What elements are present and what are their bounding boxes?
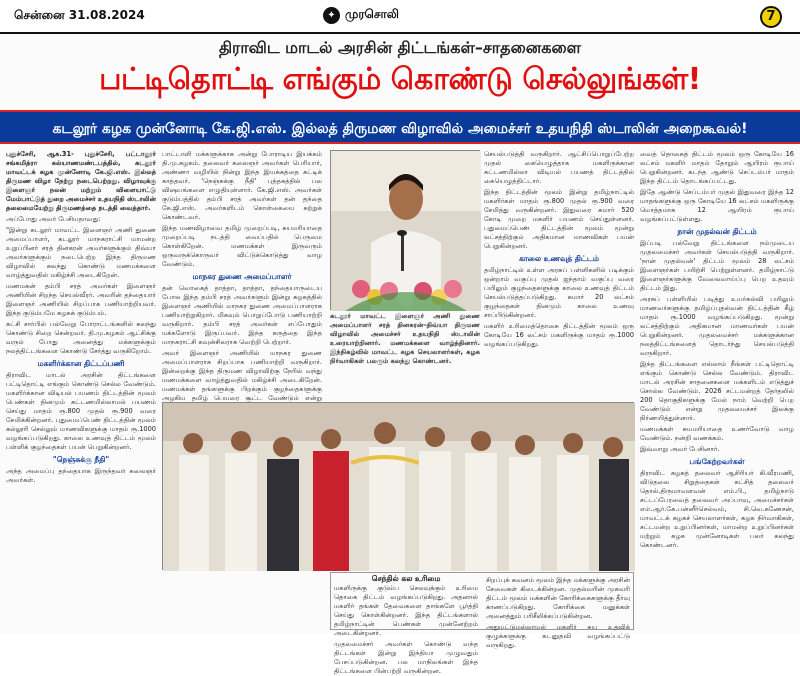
masthead [0,0,800,34]
kicker: திராவிட மாடல் அரசின் திட்டங்கள்–சாதனைகளை [218,38,582,57]
paragraph: இப்படி பல்வேறு திட்டங்களை நம்முடைய முதலமைச்சர் அவர்கள் செயல்படுத்தி வருகிறார். 'நான் முதல்வன்' திட்டம் மூலம் 28 லட்சம் இளைஞர்கள் பயிற்சி பெற்றுள்ளனர். தமிழ்நாட்டு இளைஞர்களுக்கு வேலைவாய்ப்பு பெற உதவும் திட்டம் இது. [640,239,794,292]
paragraph: தமிழ்நாட்டில் உள்ள அரசுப் பள்ளிகளில் படிக்கும் ஒன்றாம் வகுப்பு முதல் ஐந்தாம் வகுப்பு வரை பயிலும் குழந்தைகளுக்கு காலை உணவுத் திட்டம் செயல்படுத்தப்படுகிறது. சுமார் 20 லட்சம் குழந்தைகள் தினமும் காலை உணவு சாப்பிடுகின்றனர். [484,266,634,319]
paragraph: தன் வொகைத் தாத்தா, தாத்தா, தந்தையாருடைய போல இந்த தம்பி சரத் அவர்களும் இன்று கழகத்தில் இளைஞர் அணியில் மாநகர துணை அமைப்பாளராக பணியாற்றுகிறார். மிகவும் பொறுப்போடு பணியாற்றி வருகிறார். தம்பி சரத் அவர்கள் எப்போதும் மக்களோடு இருப்பவர். இந்த கருத்தை இந்த மாநகராட்சி கவுன்சிலராக வெற்றி பெற்றார். [162,284,322,346]
paragraph: மகளிருக்கு குடும்ப செலவுக்கும் உரிமை தொகை திட்டம் வழங்கப்படுகிறது. அதனால் மகளிர் தங்கள் தேவைகளை தாங்களே பூர்த்தி செய்து கொள்கின்றனர். இந்த திட்டங்களால் தமிழ்நாட்டின் பெண்கள் முன்னேற்றம் அடைகின்றனர். [334,584,478,637]
wedding-illustration [163,403,635,571]
paragraph: இந்த திட்டத்தின் மூலம் இன்று தமிழ்நாட்டில் மகளிர்கள் மாதம் ரூ.800 முதல் ரூ.900 வரை சேமித்து வருகின்றனர். இதுவரை சுமார் 520 கோடி முறை மகளிர் பயணம் செய்துள்ளனர். புதுமைப்பெண் திட்டத்தின் மூலம் மூன்று லட்சத்திற்கும் அதிகமான மாணவிகள் பயன் பெறுகின்றனர். [484,188,634,250]
paragraph: அரசுப் பள்ளியில் படித்து உயர்கல்வி பயிலும் மாணவர்களுக்கு தமிழ்ப்புதல்வன் திட்டத்தின் கீழ் மாதம் ரூ.1000 வழங்கப்படுகிறது. மூன்று லட்சத்திற்கும் அதிகமான மாணவர்கள் பயன் பெறுகின்றனர். முதலமைச்சர் மக்களுக்கான நலத்திட்டங்களைத் தொடர்ந்து செயல்படுத்தி வருகிறார். [640,295,794,357]
paragraph: மணமக்கள் சுயமரியாதை உணர்வோடு வாழ வேண்டும். நன்றி வணக்கம். [640,425,794,442]
paragraph: செயல்படுத்தி வருகிறார். ஆட்சிப்பொறுப்பேற்ற முதல் கையெழுத்தாக மகளிருக்கான கட்டணமில்லா விடியல் பயணத் திட்டத்தில் கையெழுத்திட்டார். [484,150,634,185]
issue-date: சென்னை 31.08.2024 [14,8,145,22]
paragraph: இவ்வாறு அவர் பேசினார். [640,445,720,453]
paragraph: மணமகன் தம்பி சரத் அவர்கள் இளைஞர் அணியின் சிறந்த செயல்வீரர். அவரின் தந்தையார் இளைஞர் அணியில் சிறப்பாக பணியாற்றியவர். இந்த குடும்பமே கழகக் குடும்பம். [6,282,156,317]
paragraph: "இன்று கடலூர் மாவட்ட இளைஞர் அணி துணை அமைப்பாளர், கடலூர் மாநகராட்சி மாமன்ற உறுப்பினர் சரத் தினகரன் அவர்களுக்கும் திவ்யா அவர்களுக்கும் நடைபெற்ற இந்த திருமண விழாவில் கலந்து கொண்டு மணமக்களை வாழ்த்துவதில் மகிழ்ச்சி அடைகிறேன். [6,226,156,279]
article-column-6 [640,150,794,628]
subheading: மாநகர துணை அமைப்பாளர் [192,272,292,281]
photo-caption [330,312,480,365]
sub-banner: கடலூர் கழக முன்னோடி கே.ஜி.எஸ். இல்லத் திருமண விழாவில் அமைச்சர் உதயநிதி ஸ்டாலின் அறைகூவல்! [0,110,800,144]
article-column-2 [162,150,322,400]
paragraph: அவர் இளைஞர் அணியில் மாநகர துணை அமைப்பாளராக சிறப்பாக பணியாற்றி வருகிறார். இன்றைக்கு இந்த திருமண விழாவிற்கு நேரில் வந்து மணமக்களை வாழ்த்துவதில் மகிழ்ச்சி அடைகிறேன். மணமக்கள் தங்களுக்கு பிறக்கும் குழந்தைகளுக்கு அழகிய தமிழ் பெயரை சூட்ட வேண்டும் என்று [162,349,322,402]
subheading: பங்கேற்றவர்கள் [689,457,745,466]
page-number: 7 [760,6,782,28]
subheading: நான் முதல்வன் திட்டம் [677,227,757,236]
brand-logo-icon: ✦ [323,7,340,24]
paragraph: இந்த மணவிழாவை தமிழ் முறைப்படி, சுயமரியாதை முறைப்படி நடத்தி வைப்பதில் பெருமை கொள்கிறேன். மணமக்கள் இருவரும் ஒருவருக்கொருவர் விட்டுக்கொடுத்து வாழ வேண்டும். [162,224,322,268]
paragraph: வைத் தொகைத் திட்டம் மூலம் ஒரு கோடியே 16 லட்சம் மகளிர் மாதம் தோறும் ஆயிரம் ரூபாய் பெறுகின்றனர். கடந்த ஆண்டு செப்டம்பர் மாதம் இந்த திட்டம் தொடங்கப்பட்டது. [640,150,794,185]
headline: பட்டிதொட்டி எங்கும் கொண்டு செல்லுங்கள்! [99,62,701,97]
paragraph: அப்போது அவர் பேசியதாவது: [6,215,101,223]
paragraph: இதே ஆண்டு செப்டம்பர் முதல் இதுவரை இந்த 12 மாதங்களுக்கு ஒரு கோடியே 16 லட்சம் மகளிருக்கு மொத்தமாக 12 ஆயிரம் ரூபாய் வழங்கப்பட்டுள்ளது. [640,188,794,223]
paragraph: சிறப்புக் கவனம் மூலம் இந்த மக்களுக்கு அரசின் சேவைகள் கிடைக்கின்றன. முதல்வரின் முகவரி திட்டம் மூலம் மக்களின் கோரிக்கைகளுக்கு தீர்வு காணப்படுகிறது. கோரிக்கை மனுக்கள் அனைத்தும் பரிசீலிக்கப்படுகின்றன. [486,576,630,620]
caption-text: கடலூர் மாவட்ட இளைஞர் அணி துணை அமைப்பாளர் சரத் தினகரன்–திவ்யா திருமண விழாவில் அமைச்சர் உதயநிதி ஸ்டாலின் உரையாற்றினார். மணமக்களை வாழ்த்தினார். இந்நிகழ்வில் மாவட்ட கழக செயலாளர்கள், கழக நிர்வாகிகள் பலரும் கலந்து கொண்டனர். [330,312,480,365]
paragraph: மகளிர் உரிமைத்தொகை திட்டத்தின் மூலம் ஒரு கோடியே 16 லட்சம் மகளிருக்கு மாதம் ரூ.1000 வழங்கப்படுகிறது. [484,322,634,348]
subheading: "நெஞ்சுக்கு நீதி" [52,455,110,464]
paragraph: திராவிட மாடல் அரசின் திட்டங்களை பட்டிதொட்டி எங்கும் கொண்டு செல்ல வேண்டும். மகளிர்க்கான விடியல் பயணம் திட்டத்தின் மூலம் பெண்கள் தினமும் கட்டணமில்லாமல் பயணம் செய்து மாதம் ரூ.800 முதல் ரூ.900 வரை சேமிக்கின்றனர். புதுமைப்பெண் திட்டத்தின் மூலம் கல்லூரி செல்லும் மாணவிகளுக்கு மாதம் ரூ.1000 வழங்கப்படுகிறது. காலை உணவுத் திட்டம் மூலம் பள்ளிக் குழந்தைகள் பயன் பெறுகின்றனர். [6,371,156,451]
lead-paragraph: புதுச்சேரி, ஆக.31- புதுச்சேரி, பட்டாலூர் சங்கமித்ரா கல்யாணமண்டபத்தில், கடலூர் மாவட்டக் கழக முன்னோடி கே.ஜி.எஸ். இல்லத் திருமண விழா நேற்று நடைபெற்றது. விழாவுக்கு இளைஞர் நலன் மற்றும் விளையாட்டு மேம்பாட்டுத் துறை அமைச்சர் உதயநிதி ஸ்டாலின் தலைமையேற்று திருமணத்தை நடத்தி வைத்தார். [6,150,157,212]
bottom-box-title: செந்தில் கல உரிமை [371,574,441,583]
bottom-box-right [486,576,630,649]
brand-name: முரசொலி [345,7,399,21]
wedding-group-photo [162,402,634,570]
article-column-5 [484,150,634,400]
article-column-2-lower [162,572,322,630]
speaker-illustration [331,151,481,311]
paragraph: பாட்டாளி மக்களுக்காக அன்று போராடிய இயக்கம் தி.மு.கழகம். தலைவர் கலைஞர் அவர்கள் பெரியார், அண்ணா வழியில் நின்று இந்த இயக்கத்தை கட்டிக் காத்தவர். 'நெஞ்சுக்கு நீதி' புத்தகத்தில் பல விஷயங்களை எழுதியுள்ளார். கே.ஜி.எஸ். அவர்கள் குடும்பத்தில் தம்பி சரத் அவர்கள் தன் தந்தை கே.ஜி.எஸ். அவர்களிடம் கொள்கையை கற்றுக் கொண்டவர். [162,150,322,221]
paragraph: அந்த அமைப்பு தந்தையாக இருந்தவர் கலைஞர் அவர்கள். [6,467,156,484]
speaker-photo [330,150,480,310]
paragraph: இந்த திட்டங்களை எல்லாம் நீங்கள் பட்டிதொட்டி எங்கும் கொண்டு செல்ல வேண்டும். திராவிட மாடல் அரசின் சாதனைகளை மக்களிடம் எடுத்துச் சொல்ல வேண்டும். 2026 சட்டமன்றத் தேர்தலில் 200 தொகுதிகளுக்கு மேல் நாம் வெற்றி பெற வேண்டும் என்று முதலமைச்சர் இலக்கு நிர்ணயித்துள்ளார். [640,360,794,422]
article-column-1 [6,150,156,628]
paragraph: அதுமட்டுமல்லாமல் மகளிர் சுய உதவிக் குழுக்களுக்கு கடனுதவி வழங்கப்பட்டு வருகிறது. [486,623,630,649]
subheading: காலை உணவுத் திட்டம் [519,254,599,263]
paragraph: முதலமைச்சர் அவர்கள் கொண்டு வந்த திட்டங்கள் இன்று இந்தியா முழுவதும் பேசப்படுகின்றன. பல மாநிலங்கள் இந்த திட்டங்களை பின்பற்றி வருகின்றன. [334,640,478,675]
subheading: மகளிர்க்கான திட்டப்பணி [37,359,125,368]
paragraph: கட்சி சார்பில் பல்வேறு போராட்டங்களில் கலந்து கொண்டு சிறை சென்றவர். தி.மு.கழகம் ஆட்சிக்கு வரும் போது அனைத்து மக்களுக்கும் நலத்திட்டங்களை கொண்டு சேர்த்து வருகிறோம். [6,320,156,355]
bottom-box-left [334,584,478,675]
paragraph: திராவிட கழகத் தலைவர் ஆசிரியர் கி.வீரமணி, விடுதலை சிறுத்தைகள் கட்சித் தலைவர் தொல்.திருமாவளவன் எம்.பி., தமிழ்நாடு சட்டப்பேரவைத் தலைவர் அப்பாவு, அமைச்சர்கள் எம்.ஆர்.கே.பன்னீர்செல்வம், சி.வெ.கணேசன், மாவட்டக் கழகச் செயலாளர்கள், கழக நிர்வாகிகள், சட்டமன்ற உறுப்பினர்கள், மாமன்ற உறுப்பினர்கள் மற்றும் கழக முன்னோடிகள் பலர் கலந்து கொண்டனர். [640,469,794,549]
